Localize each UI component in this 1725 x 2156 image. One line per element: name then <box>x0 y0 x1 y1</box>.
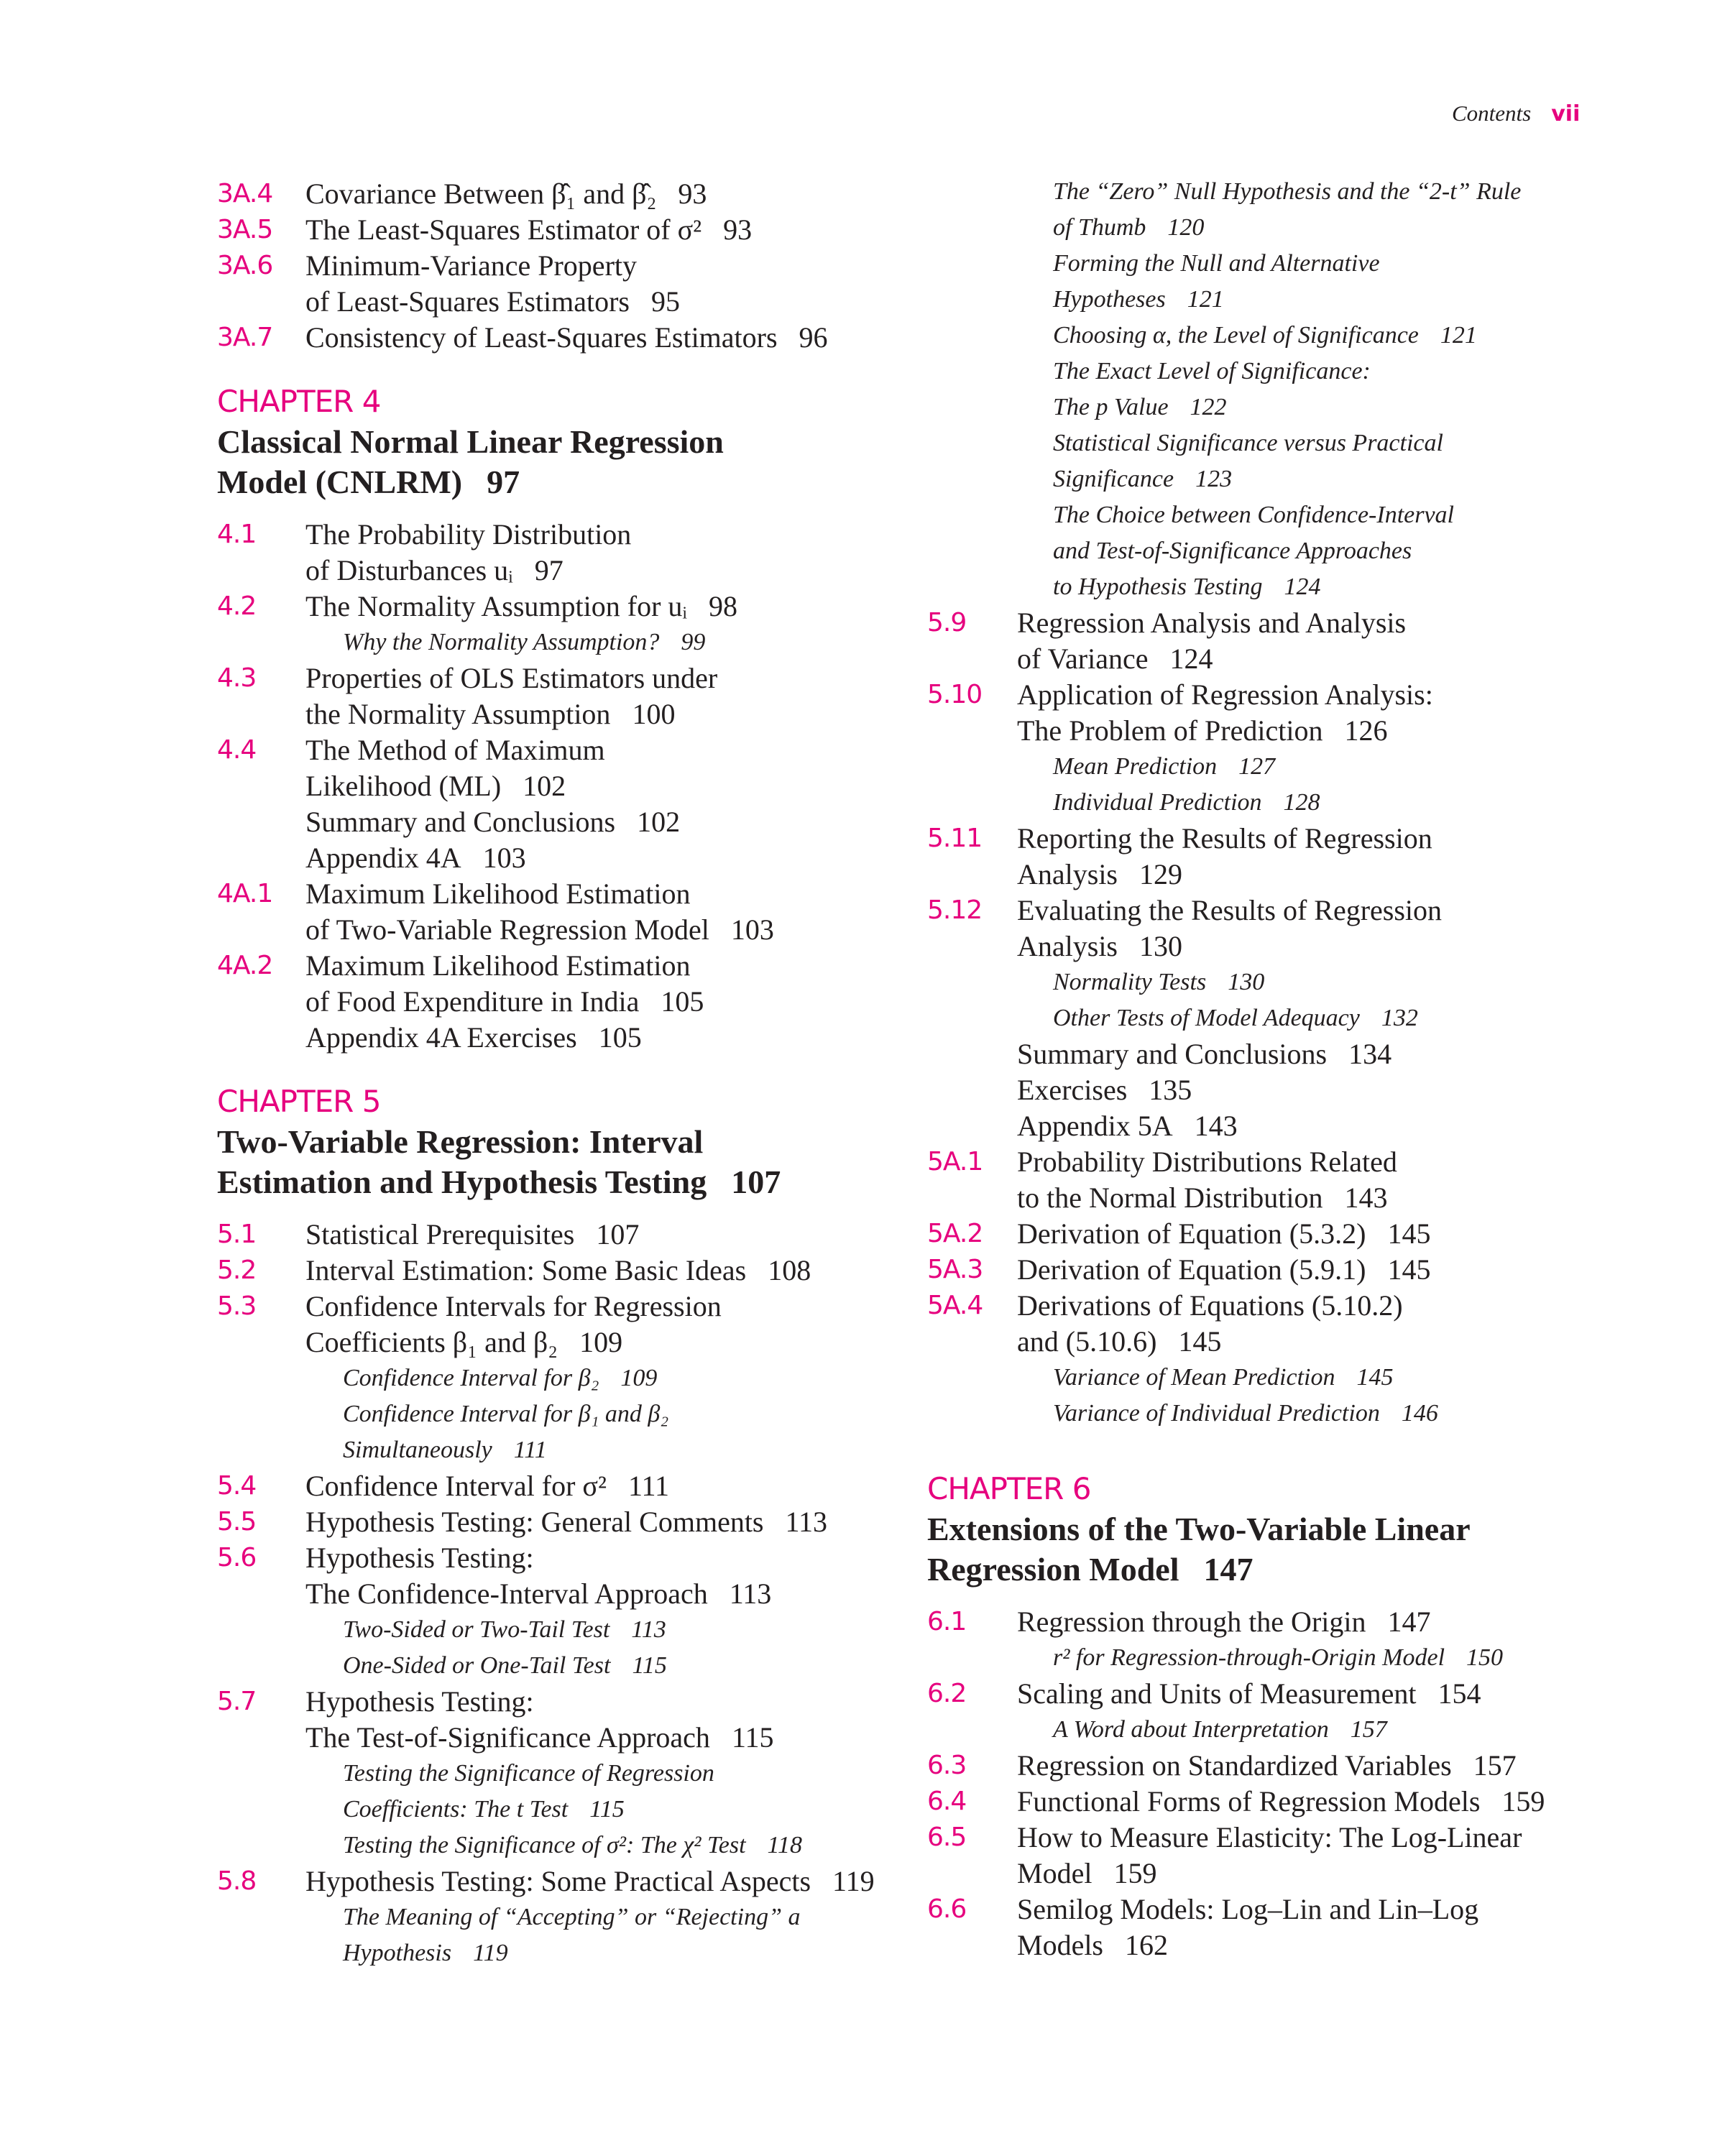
entry-page-number: 127 <box>1238 753 1276 780</box>
toc-section-entry[interactable] <box>217 589 907 625</box>
running-head <box>1452 101 1580 126</box>
toc-section-entry[interactable] <box>217 1253 907 1289</box>
chapter-5-entries <box>217 1217 907 1971</box>
entry-page-number: 95 <box>651 285 680 318</box>
section-number: 5A.1 <box>927 1147 983 1176</box>
section-number: 5A.2 <box>927 1219 983 1248</box>
toc-subsection-entry[interactable] <box>217 1396 907 1468</box>
section-number: 4A.2 <box>217 951 273 980</box>
entry-page-number: 145 <box>1356 1364 1394 1391</box>
toc-section-entry[interactable] <box>217 248 907 320</box>
entry-page-number: 146 <box>1401 1400 1438 1427</box>
chapter-6 <box>927 1469 1646 1963</box>
toc-subsection-entry[interactable] <box>217 1756 907 1828</box>
toc-section-entry[interactable] <box>927 1748 1646 1784</box>
entry-title-line: Confidence Intervals for Regression <box>305 1290 722 1322</box>
entry-page-number: 98 <box>708 590 737 622</box>
chapter-label[interactable]: CHAPTER 4 <box>217 384 381 419</box>
toc-left-column <box>217 176 907 1971</box>
toc-section-entry[interactable] <box>217 1684 907 1756</box>
entry-page-number: 111 <box>513 1437 547 1463</box>
section-number: 4.4 <box>217 735 257 765</box>
entry-page-number: 102 <box>637 806 681 838</box>
entry-page-number: 122 <box>1190 394 1227 420</box>
chapter-4 <box>217 382 907 1056</box>
entry-title-line: of Food Expenditure in India 105 <box>305 985 704 1018</box>
entry-title-line: Covariance Between β̂₁ and β̂₂ 93 <box>305 178 707 210</box>
entry-page-number: 143 <box>1344 1181 1388 1214</box>
chapter-title-line: Estimation and Hypothesis Testing 107 <box>217 1164 781 1200</box>
entry-title-line: The p Value 122 <box>1053 394 1227 420</box>
chapter-title-line: Classical Normal Linear Regression <box>217 423 724 460</box>
entry-title-line: of Disturbances uᵢ 97 <box>305 554 564 586</box>
entry-page-number: 115 <box>589 1796 625 1823</box>
entry-page-number: 124 <box>1284 573 1321 600</box>
toc-section-entry[interactable] <box>927 1216 1646 1252</box>
entry-page-number: 119 <box>832 1865 875 1897</box>
entry-page-number: 159 <box>1501 1785 1545 1818</box>
entry-title-line: Probability Distributions Related <box>1017 1146 1397 1178</box>
entry-page-number: 162 <box>1125 1929 1168 1961</box>
entry-page-number: 124 <box>1169 642 1213 675</box>
entry-page-number: 134 <box>1348 1038 1392 1070</box>
section-number: 3A.4 <box>217 179 273 208</box>
section-number: 4.1 <box>217 520 257 549</box>
section-number: 5.5 <box>217 1507 257 1537</box>
toc-section-entry[interactable] <box>927 1252 1646 1288</box>
entry-title-line: Mean Prediction 127 <box>1053 753 1276 780</box>
entry-title-line: Semilog Models: Log–Lin and Lin–Log <box>1017 1893 1479 1925</box>
entry-page-number: 113 <box>785 1506 828 1538</box>
entry-page-number: 147 <box>1387 1606 1431 1638</box>
toc-subsection-entry[interactable] <box>217 1648 907 1684</box>
entry-title-line: Normality Tests 130 <box>1053 969 1265 995</box>
entry-title-line: Derivations of Equations (5.10.2) <box>1017 1289 1403 1322</box>
section-number: 5.10 <box>927 680 983 709</box>
entry-page-number: 130 <box>1228 969 1265 995</box>
entry-title-line: The Meaning of “Accepting” or “Rejecting” a <box>343 1904 801 1930</box>
entry-title-line: Hypotheses 121 <box>1053 286 1224 313</box>
entry-page-number: 126 <box>1344 714 1388 747</box>
toc-section-entry[interactable] <box>217 660 907 732</box>
toc-subsection-entry[interactable] <box>217 1899 907 1971</box>
entry-page-number: 109 <box>620 1365 658 1391</box>
page-number: vii <box>1551 101 1581 126</box>
entry-title-line: Maximum Likelihood Estimation <box>305 949 691 982</box>
toc-section-entry[interactable] <box>217 176 907 212</box>
entry-title-line: r² for Regression-through-Origin Model 150 <box>1053 1644 1504 1671</box>
section-number: 5.12 <box>927 895 983 925</box>
entry-title-line: Appendix 5A 143 <box>1017 1110 1238 1142</box>
entry-page-number: 108 <box>768 1254 811 1286</box>
entry-page-number: 103 <box>730 913 774 946</box>
entry-title-line: The Test-of-Significance Approach 115 <box>305 1721 774 1754</box>
entry-title-line: the Normality Assumption 100 <box>305 698 676 730</box>
toc-section-entry[interactable] <box>217 804 907 840</box>
entry-title-line: How to Measure Elasticity: The Log-Linear <box>1017 1821 1522 1853</box>
entry-title-line: Hypothesis Testing: Some Practical Aspects 119 <box>305 1865 875 1897</box>
toc-section-entry[interactable] <box>217 876 907 948</box>
toc-subsection-entry[interactable] <box>927 174 1646 246</box>
entry-page-number: 105 <box>598 1021 642 1054</box>
entry-title-line: The Confidence-Interval Approach 113 <box>305 1577 772 1610</box>
toc-subsection-entry[interactable] <box>927 964 1646 1000</box>
entry-title-line: Reporting the Results of Regression <box>1017 822 1432 854</box>
section-number: 5A.4 <box>927 1291 983 1320</box>
entry-title-line: Variance of Mean Prediction 145 <box>1053 1364 1394 1391</box>
left-start-entries <box>217 176 907 356</box>
entry-title-line: The “Zero” Null Hypothesis and the “2-t” Rule <box>1053 178 1522 205</box>
entry-title-line: Appendix 4A Exercises 105 <box>305 1021 642 1054</box>
entry-title-line: Statistical Significance versus Practical <box>1053 430 1443 456</box>
entry-title-line: The Probability Distribution <box>305 518 632 550</box>
toc-section-entry[interactable] <box>927 1288 1646 1360</box>
entry-page-number: 109 <box>579 1326 623 1358</box>
toc-subsection-entry[interactable] <box>927 354 1646 425</box>
entry-page-number: 115 <box>731 1721 774 1754</box>
entry-title-line: Coefficients β₁ and β₂ 109 <box>305 1326 623 1358</box>
entry-page-number: 129 <box>1139 858 1182 890</box>
entry-page-number: 115 <box>632 1652 667 1679</box>
entry-title-line: Statistical Prerequisites 107 <box>305 1218 640 1250</box>
section-number: 4.3 <box>217 663 257 693</box>
toc-section-entry[interactable] <box>217 1504 907 1540</box>
chapter-title-line: Model (CNLRM) 97 <box>217 464 520 500</box>
entry-title-line: of Variance 124 <box>1017 642 1213 675</box>
toc-subsection-entry[interactable] <box>927 749 1646 785</box>
toc-section-entry[interactable] <box>927 1676 1646 1712</box>
section-number: 3A.5 <box>217 215 273 244</box>
entry-page-number: 135 <box>1149 1074 1192 1106</box>
toc-subsection-entry[interactable] <box>217 1828 907 1864</box>
entry-page-number: 97 <box>534 554 564 586</box>
entry-title-line: Significance 123 <box>1053 466 1233 492</box>
entry-title-line: Hypothesis 119 <box>343 1940 508 1966</box>
toc-subsection-entry[interactable] <box>217 1360 907 1396</box>
entry-page-number: 143 <box>1194 1110 1238 1142</box>
toc-section-entry[interactable] <box>927 605 1646 677</box>
toc-section-entry[interactable] <box>927 677 1646 749</box>
entry-title-line: Scaling and Units of Measurement 154 <box>1017 1677 1481 1710</box>
entry-page-number: 154 <box>1438 1677 1481 1710</box>
entry-title-line: The Method of Maximum <box>305 734 605 766</box>
section-number: 6.2 <box>927 1679 967 1708</box>
toc-section-entry[interactable] <box>927 893 1646 964</box>
toc-section-entry[interactable] <box>217 948 907 1020</box>
entry-page-number: 123 <box>1195 466 1233 492</box>
entry-title-line: Testing the Significance of σ²: The χ² Test 118 <box>343 1832 803 1858</box>
entry-page-number: 157 <box>1350 1716 1387 1743</box>
chapter-5 <box>217 1082 907 1971</box>
entry-title-line: The Choice between Confidence-Interval <box>1053 502 1454 528</box>
entry-title-line: The Problem of Prediction 126 <box>1017 714 1388 747</box>
section-number: 4.2 <box>217 591 257 621</box>
entry-page-number: 145 <box>1387 1253 1431 1286</box>
chapter-title[interactable] <box>217 422 907 502</box>
entry-title-line: Model 159 <box>1017 1857 1157 1889</box>
entry-title-line: to the Normal Distribution 143 <box>1017 1181 1388 1214</box>
toc-subsection-entry[interactable] <box>927 785 1646 821</box>
entry-title-line: Derivation of Equation (5.3.2) 145 <box>1017 1217 1431 1250</box>
toc-subsection-entry[interactable] <box>927 1712 1646 1748</box>
toc-section-entry[interactable] <box>927 821 1646 893</box>
entry-title-line: Likelihood (ML) 102 <box>305 770 566 802</box>
toc-subsection-entry[interactable] <box>927 1640 1646 1676</box>
entry-title-line: Regression Analysis and Analysis <box>1017 607 1407 639</box>
section-number: 6.5 <box>927 1823 967 1852</box>
section-number: 5.8 <box>217 1866 257 1896</box>
entry-page-number: 113 <box>729 1577 772 1610</box>
chapter-page-number: 147 <box>1203 1551 1254 1588</box>
entry-page-number: 132 <box>1381 1005 1418 1031</box>
toc-section-entry[interactable] <box>217 320 907 356</box>
section-number: 5.9 <box>927 608 967 637</box>
entry-title-line: and (5.10.6) 145 <box>1017 1325 1222 1358</box>
toc-section-entry[interactable] <box>927 1144 1646 1216</box>
toc-section-entry[interactable] <box>217 517 907 589</box>
entry-title-line: Regression through the Origin 147 <box>1017 1606 1431 1638</box>
right-start-entries <box>927 174 1646 1432</box>
section-number: 5.7 <box>217 1687 257 1716</box>
toc-subsection-entry[interactable] <box>927 1000 1646 1036</box>
toc-section-entry[interactable] <box>217 1020 907 1056</box>
chapter-6-entries <box>927 1604 1646 1963</box>
toc-section-entry[interactable] <box>217 212 907 248</box>
toc-subsection-entry[interactable] <box>217 625 907 660</box>
running-head-title: Contents <box>1452 101 1532 126</box>
entry-title-line: Properties of OLS Estimators under <box>305 662 718 694</box>
chapter-title-line: Regression Model 147 <box>927 1551 1254 1588</box>
entry-title-line: Individual Prediction 128 <box>1053 789 1320 816</box>
entry-page-number: 111 <box>627 1470 669 1502</box>
entry-title-line: Hypothesis Testing: <box>305 1685 534 1718</box>
toc-subsection-entry[interactable] <box>927 246 1646 318</box>
section-number: 6.3 <box>927 1751 967 1780</box>
entry-title-line: Application of Regression Analysis: <box>1017 678 1433 711</box>
entry-page-number: 157 <box>1473 1749 1517 1782</box>
chapter-page-number: 97 <box>487 464 520 500</box>
entry-page-number: 121 <box>1187 286 1224 313</box>
entry-page-number: 130 <box>1139 930 1182 962</box>
toc-section-entry[interactable] <box>217 1217 907 1253</box>
toc-section-entry[interactable] <box>927 1892 1646 1963</box>
entry-title-line: One-Sided or One-Tail Test 115 <box>343 1652 667 1679</box>
section-number: 3A.6 <box>217 251 273 280</box>
section-number: 5.6 <box>217 1543 257 1572</box>
toc-subsection-entry[interactable] <box>927 1360 1646 1396</box>
entry-title-line: Choosing α, the Level of Significance 121 <box>1053 322 1477 349</box>
entry-title-line: Other Tests of Model Adequacy 132 <box>1053 1005 1418 1031</box>
entry-title-line: The Normality Assumption for uᵢ 98 <box>305 590 737 622</box>
entry-page-number: 99 <box>681 629 706 655</box>
entry-title-line: of Thumb 120 <box>1053 214 1205 241</box>
section-number: 4A.1 <box>217 879 273 908</box>
entry-title-line: Maximum Likelihood Estimation <box>305 877 691 910</box>
toc-section-entry[interactable] <box>217 1468 907 1504</box>
chapter-title[interactable] <box>927 1509 1646 1590</box>
entry-title-line: Testing the Significance of Regression <box>343 1760 714 1787</box>
chapter-title-line: Two-Variable Regression: Interval <box>217 1123 704 1160</box>
entry-title-line: Confidence Interval for β₁ and β₂ <box>343 1401 669 1427</box>
toc-section-entry[interactable] <box>217 1289 907 1360</box>
toc-right-column <box>927 174 1646 1963</box>
entry-page-number: 93 <box>723 213 753 246</box>
entry-page-number: 121 <box>1440 322 1477 349</box>
chapter-title[interactable] <box>217 1122 907 1202</box>
toc-subsection-entry[interactable] <box>927 497 1646 605</box>
entry-title-line: Simultaneously 111 <box>343 1437 547 1463</box>
entry-title-line: Evaluating the Results of Regression <box>1017 894 1443 926</box>
entry-title-line: Appendix 4A 103 <box>305 842 526 874</box>
entry-title-line: Derivation of Equation (5.9.1) 145 <box>1017 1253 1431 1286</box>
entry-title-line: Confidence Interval for β₂ 109 <box>343 1365 658 1391</box>
toc-subsection-entry[interactable] <box>217 1612 907 1648</box>
chapter-page-number: 107 <box>731 1164 781 1200</box>
toc-subsection-entry[interactable] <box>927 425 1646 497</box>
entry-page-number: 150 <box>1466 1644 1504 1671</box>
toc-section-entry[interactable] <box>927 1604 1646 1640</box>
toc-section-entry[interactable] <box>217 1864 907 1899</box>
entry-title-line: The Exact Level of Significance: <box>1053 358 1371 384</box>
entry-page-number: 145 <box>1178 1325 1222 1358</box>
entry-title-line: to Hypothesis Testing 124 <box>1053 573 1321 600</box>
section-number: 6.1 <box>927 1607 967 1636</box>
entry-page-number: 96 <box>799 321 828 354</box>
entry-title-line: Summary and Conclusions 134 <box>1017 1038 1392 1070</box>
entry-title-line: and Test-of-Significance Approaches <box>1053 538 1412 564</box>
entry-page-number: 119 <box>473 1940 508 1966</box>
toc-section-entry[interactable] <box>927 1036 1646 1072</box>
entry-title-line: Why the Normality Assumption? 99 <box>343 629 706 655</box>
entry-title-line: Coefficients: The t Test 115 <box>343 1796 625 1823</box>
toc-section-entry[interactable] <box>927 1108 1646 1144</box>
entry-title-line: Confidence Interval for σ² 111 <box>305 1470 669 1502</box>
entry-page-number: 159 <box>1113 1857 1157 1889</box>
toc-subsection-entry[interactable] <box>927 318 1646 354</box>
entry-title-line: of Least-Squares Estimators 95 <box>305 285 680 318</box>
entry-title-line: Consistency of Least-Squares Estimators 96 <box>305 321 828 354</box>
entry-title-line: Forming the Null and Alternative <box>1053 250 1380 277</box>
entry-title-line: Variance of Individual Prediction 146 <box>1053 1400 1438 1427</box>
section-number: 5.4 <box>217 1471 257 1501</box>
entry-page-number: 118 <box>767 1832 803 1858</box>
entry-page-number: 102 <box>523 770 566 802</box>
entry-page-number: 113 <box>631 1616 666 1643</box>
entry-title-line: Two-Sided or Two-Tail Test 113 <box>343 1616 666 1643</box>
chapter-label[interactable]: CHAPTER 5 <box>217 1084 381 1119</box>
entry-title-line: Analysis 129 <box>1017 858 1182 890</box>
section-number: 5.2 <box>217 1256 257 1285</box>
entry-title-line: Functional Forms of Regression Models 159 <box>1017 1785 1545 1818</box>
entry-page-number: 107 <box>596 1218 640 1250</box>
toc-section-entry[interactable] <box>217 840 907 876</box>
section-number: 6.6 <box>927 1894 967 1924</box>
entry-title-line: Hypothesis Testing: <box>305 1542 534 1574</box>
section-number: 3A.7 <box>217 323 273 352</box>
entry-page-number: 128 <box>1283 789 1320 816</box>
section-number: 5A.3 <box>927 1255 983 1284</box>
chapter-4-entries <box>217 517 907 1056</box>
section-number: 6.4 <box>927 1787 967 1816</box>
entry-title-line: Summary and Conclusions 102 <box>305 806 681 838</box>
entry-page-number: 120 <box>1167 214 1205 241</box>
entry-page-number: 105 <box>661 985 704 1018</box>
chapter-title-line: Extensions of the Two-Variable Linear <box>927 1511 1471 1547</box>
toc-section-entry[interactable] <box>217 732 907 804</box>
toc-section-entry[interactable] <box>927 1784 1646 1820</box>
entry-title-line: of Two-Variable Regression Model 103 <box>305 913 774 946</box>
section-number: 5.1 <box>217 1220 257 1249</box>
entry-title-line: Interval Estimation: Some Basic Ideas 108 <box>305 1254 811 1286</box>
entry-title-line: Models 162 <box>1017 1929 1168 1961</box>
toc-subsection-entry[interactable] <box>927 1396 1646 1432</box>
toc-section-entry[interactable] <box>927 1072 1646 1108</box>
section-number: 5.3 <box>217 1291 257 1321</box>
chapter-label[interactable]: CHAPTER 6 <box>927 1471 1091 1506</box>
entry-title-line: The Least-Squares Estimator of σ² 93 <box>305 213 753 246</box>
entry-title-line: Analysis 130 <box>1017 930 1182 962</box>
entry-title-line: Minimum-Variance Property <box>305 249 637 282</box>
section-number: 5.11 <box>927 824 983 853</box>
entry-page-number: 100 <box>632 698 676 730</box>
toc-section-entry[interactable] <box>217 1540 907 1612</box>
entry-page-number: 93 <box>678 178 707 210</box>
entry-title-line: A Word about Interpretation 157 <box>1053 1716 1387 1743</box>
entry-page-number: 145 <box>1387 1217 1431 1250</box>
entry-page-number: 103 <box>482 842 526 874</box>
toc-section-entry[interactable] <box>927 1820 1646 1892</box>
entry-title-line: Hypothesis Testing: General Comments 113 <box>305 1506 828 1538</box>
entry-title-line: Regression on Standardized Variables 157 <box>1017 1749 1517 1782</box>
entry-title-line: Exercises 135 <box>1017 1074 1192 1106</box>
